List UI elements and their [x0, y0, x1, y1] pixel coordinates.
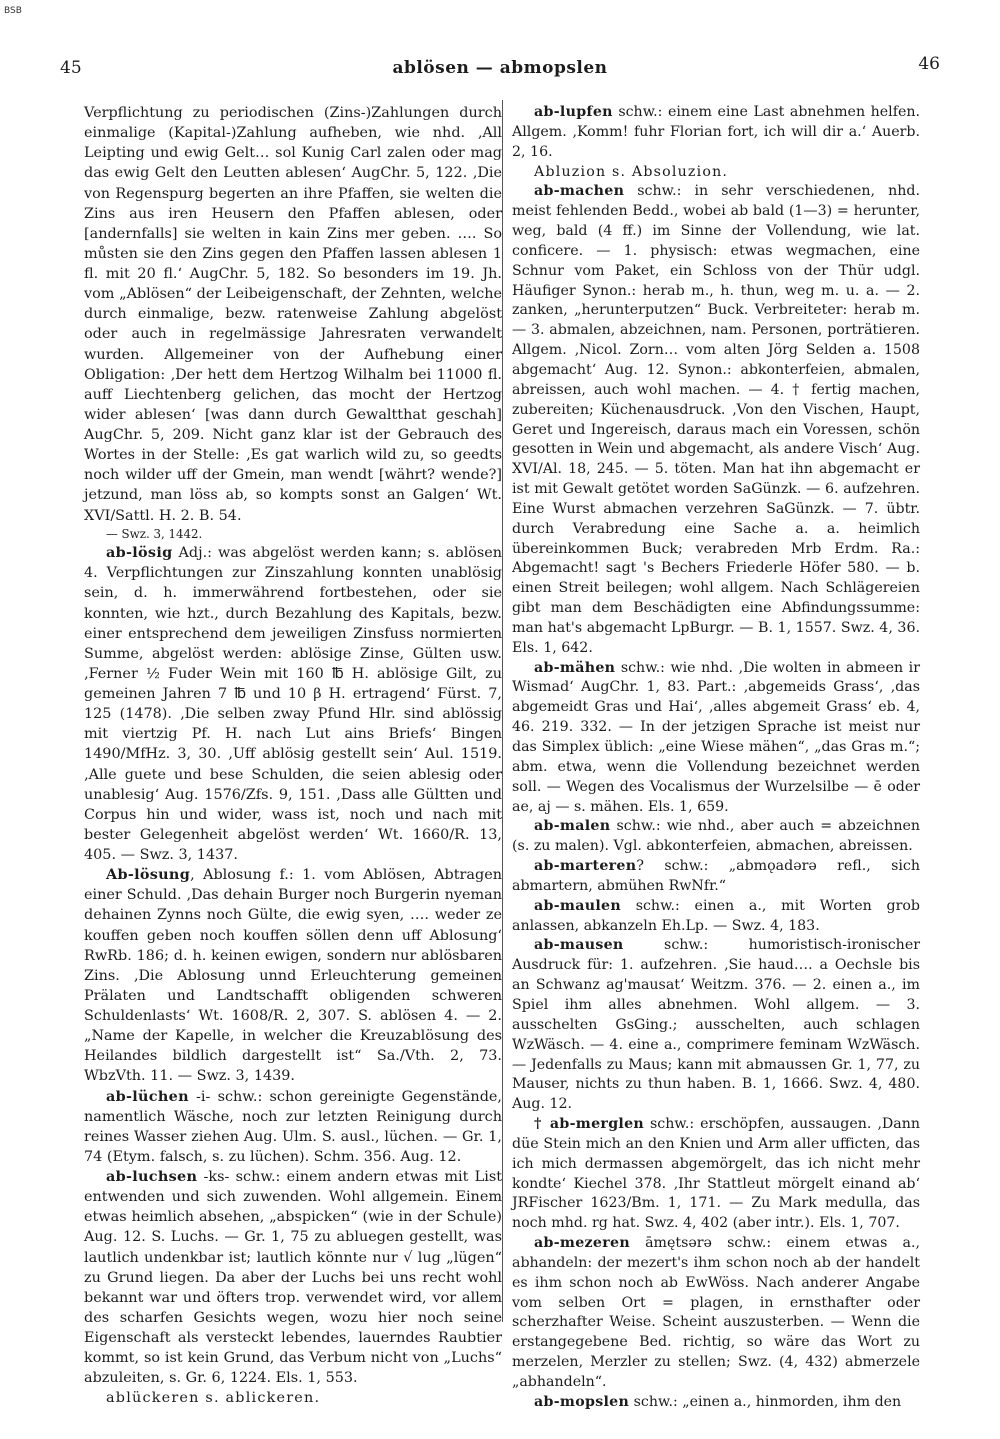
dictionary-entry — [84, 543, 502, 865]
entry-text: schw.: einen a., mit Worten grob anlassen, abkanzeln Eh.Lp. — Swz. 4, 183. — [512, 897, 920, 934]
column-divider — [502, 100, 503, 1322]
cross-reference-entry — [512, 163, 920, 183]
entry-headword: ab-luchsen — [106, 1168, 198, 1185]
entry-text: Abluzion s. Absoluzion. — [534, 163, 729, 180]
dictionary-entry — [512, 857, 920, 897]
dictionary-entry — [512, 1393, 920, 1413]
dictionary-entry — [512, 659, 920, 818]
cross-reference-entry — [84, 1388, 502, 1408]
entry-headword: ab-maulen — [534, 897, 621, 914]
entry-headword: ab-marteren — [534, 858, 637, 875]
entry-headword: ab-lüchen — [106, 1087, 189, 1105]
entry-text: āmętsərə schw.: einem etwas a., abhandeln: der mezert's ihm schon noch ab der handelt es ihm schon noch ab EwWöss. Nach anderer Angabe vom selben Ort = plagen, in ernsthafter oder scherzhafter Weise. Scheint auszusterben. — Wenn die erstangegebene Bed. richtig, so wäre das Wort zu merzelen, Merzler zu stellen; Swz. (4, 432) abmerzele „abhandeln“. — [512, 1235, 920, 1390]
entry-text: schw.: humoristisch-ironischer Ausdruck für: 1. aufzehren. ‚Sie haud…. a Oechsle bis an Schwanz ag'mausat‘ Weitzm. 376. — 2. einen a., im Spiel ihm alles abnehmen. Wohl allgem. — 3. ausschelten GsGing.; ausschelten, auch schlagen WzWäsch. — 4. eine a., comprimere feminam WzWäsch. — Jedenfalls zu Maus; kann mit abmaussen Gr. 1, 77, zu Mauser, nichts zu thun haben. B. 1, 1666. Swz. 4, 480. Aug. 12. — [512, 937, 920, 1113]
reference-note: — Swz. 3, 1442. — [106, 526, 203, 541]
dictionary-entry — [512, 182, 920, 658]
right-column — [512, 103, 920, 1413]
page-header — [60, 54, 940, 82]
entry-text: ? schw.: „abmǫadərə refl., sich abmartern, abmühen RwNfr.“ — [512, 858, 920, 894]
entry-headword: ab-lösig — [106, 544, 173, 562]
entry-headword: ab-mausen — [534, 937, 624, 954]
entry-headword: ab-lupfen — [534, 104, 613, 120]
dictionary-entry — [84, 865, 502, 1086]
dictionary-entry — [84, 1167, 502, 1388]
entry-text: schw.: in sehr verschiedenen, nhd. meist fehlenden Bedd., wobei ab bald (1—3) = herunter, weg, bald (4 ff.) im Sinne der Vollendung, wie lat. conficere. — 1. physisch: etwas wegmachen, eine Schnur vom Paket, ein Schloss von der Thür udgl. Häufiger Synon.: herab m., h. thun, weg m. u. a. — 2. zanken, „herunterputzen“ Buck. Verbreiteter: herab m. — 3. abmalen, abzeichnen, nam. Personen, porträtieren. Allgem. ‚Nicol. Zorn… vom alten Jörg Selden a. 1508 abgemacht‘ Aug. 12. Synon.: abkonterfeien, abmalen, abreissen, auch wohl machen. — 4. † fertig machen, zubereiten; Küchenausdruck. ‚Von den Vischen, Haupt, Geret und Ingereisch, daraus mach ein Voressen, schön gesotten in Wein und abgemacht, als andere Visch‘ Aug. XVI/Al. 18, 245. — 5. töten. Man hat ihn abgemacht er ist mit Gewalt getötet worden SaGünzk. — 6. aufzehren. Eine Wurst abmachen verzehren SaGünzk. — 7. übtr. durch Verabredung eine Sache a. a. heimlich übereinkommen Buck; verabreden Mrb Erdm. Ra.: Abgemacht! sagt 's Bechers Friederle Höfer 580. — b. einen Streit beilegen; wohl allgem. Nach Schlägereien gibt man dem Beschädigten eine Abfindungssumme: man hat's abgemacht LpBurgr. — B. 1, 1557. Swz. 4, 36. Els. 1, 642. — [512, 183, 920, 656]
dictionary-entry — [512, 817, 920, 857]
entry-headword: Ab-lösung — [106, 866, 191, 884]
entry-text: schw.: wie nhd., aber auch = abzeichnen (s. zu malen). Vgl. abkonterfeien, abmachen, abreissen. — [512, 818, 920, 855]
left-column — [84, 103, 502, 1409]
entry-text: ablückeren s. ablickeren. — [106, 1390, 321, 1407]
entry-text: -i- schw.: schon gereinigte Gegenstände, namentlich Wäsche, noch zur letzten Reinigung durch reines Wasser ziehen Aug. Ulm. S. ausl., lüchen. — Gr. 1, 74 (Etym. falsch, s. zu lüchen). Schm. 356. Aug. 12. — [84, 1088, 502, 1165]
dictionary-entry — [512, 936, 920, 1115]
page-number-left: 45 — [60, 58, 82, 78]
dictionary-entry — [512, 103, 920, 163]
entry-text: schw.: „einen a., hinmorden, ihm den — [629, 1393, 902, 1410]
dictionary-entry — [84, 1087, 502, 1168]
dictionary-entry — [512, 1234, 920, 1393]
library-stamp: BSB — [4, 6, 22, 16]
entry-text: schw.: einem eine Last abnehmen helfen. Allgem. ‚Komm! fuhr Florian fort, ich will dir a.‘ Auerb. 2, 16. — [512, 104, 920, 160]
dictionary-entry — [512, 1115, 920, 1234]
entry-headword: ab-mezeren — [534, 1235, 630, 1252]
page-number-right: 46 — [918, 54, 940, 74]
entry-headword: ab-machen — [534, 183, 625, 200]
entry-text: schw.: wie nhd. ‚Die wolten in abmeen ir Wismad‘ AugChr. 1, 83. Part.: ‚abgemeids Grass‘, ‚das abgemeidt Gras und Hai‘, ‚alles abgemeit Grass‘ eb. 4, 46. 219. 332. — In der jetzigen Sprache ist meist nur das Simplex üblich: „eine Wiese mähen“, „das Gras m.“; abm. etwa, wenn die Vollendung bezeichnet werden soll. — Wegen des Vocalismus der Wurzelsilbe — ē oder ae, aj — s. mähen. Els. 1, 659. — [512, 659, 920, 815]
entry-text: schw.: erschöpfen, aussaugen. ‚Dann düe Stein mich an den Knien und Arm aller ufficten, das ich mich dermassen abgemörgelt, das ich nicht mehr kondte‘ Kiechel 378. ‚Ihr Stattleut mörgelt einand ab‘ JRFischer 1623/Bm. 1, 171. — Zu Mark medulla, das noch mhd. rg hat. Swz. 4, 402 (aber intr.). Els. 1, 707. — [512, 1116, 920, 1232]
entry-headword: † ab-merglen — [534, 1116, 645, 1133]
entry-headword: ab-mopslen — [534, 1393, 630, 1410]
entry-text: -ks- schw.: einem andern etwas mit List entwenden und sich zuwenden. Wohl allgemein. Einem etwas heimlich absehen, „abspicken“ (wie in der Schule) Aug. 12. S. Luchs. — Gr. 1, 75 zu abluegen gestellt, was lautlich undenkbar ist; lautlich könnte nur √ lug „lügen“ zu Grund liegen. Da aber der Luchs bei uns recht wohl bekannt war und öfters trop. verwendet wird, vor allem des scharfen Gesichts wegen, wozu hier noch seine Eigenschaft als versteckt lebendes, lauerndes Raubtier kommt, so ist kein Grund, das Verbum nicht von „Luchs“ abzuleiten, s. Gr. 6, 1224. Els. 1, 553. — [84, 1169, 502, 1387]
running-title: ablösen — abmopslen — [392, 58, 608, 78]
continued-entry-text: Verpflichtung zu periodischen (Zins-)Zahlungen durch einmalige (Kapital-)Zahlung aufheben, wie nhd. ‚All Leipting und ewig Gelt… sol Kunig Carl zalen oder mag das ewig Gelt den Leutten ablesen‘ AugChr. 5, 122. ‚Die von Regenspurg begerten an ihre Pfaffen, sie welten die Zins aus iren Heusern den Pfaffen ablesen, oder [andernfalls] sie welten in kain Zins mer geben. …. So můsten sie den Zins gegen den Pfaffen lassen ablesen 1 fl. mit 20 fl.‘ AugChr. 5, 182. So besonders im 19. Jh. vom „Ablösen“ der Leibeigenschaft, der Zehnten, welche durch einmalige, bezw. ratenweise Zahlung abgelöst oder auch in regelmässige Jahresraten verwandelt wurden. Allgemeiner von der Aufhebung einer Obligation: ‚Der hett dem Hertzog Wilhalm bei 11000 fl. auff Liechtenberg gelichen, das mocht der Hertzog wider ablesen‘ [was dann durch Gewaltthat geschah] AugChr. 5, 209. Nicht ganz klar ist der Gebrauch des Wortes in der Stelle: ‚Es gat warlich wild zu, so geedts noch wilder uff der Gmein, man wendt [währt? wende?] jetzund, man löss ab, so kompts sonst an Galgen‘ Wt. XVI/Sattl. H. 2. B. 54. — [84, 105, 502, 524]
entry-text: Adj.: was abgelöst werden kann; s. ablösen 4. Verpflichtungen zur Zinszahlung konnten unablösig sein, d. h. immerwährend fortbestehen, oder sie konnten, wie hzt., durch Bezahlung des Kapitals, bezw. einer entsprechend dem jeweiligen Zinsfuss normierten Summe, abgelöst werden: ablösige Zinse, Gülten usw. ‚Ferner ½ Fuder Wein mit 160 ℔ H. ablösige Gilt, zu gemeinen Jahren 7 ℔ und 10 β H. ertragend‘ Fürst. 7, 125 (1478). ‚Die selben zway Pfund Hlr. sind ablössig mit viertzig Pf. H. nach Lut ains Briefs‘ Bingen 1490/MfHz. 3, 30. ‚Uff ablösig gestellt sein‘ Aul. 1519. ‚Alle guete und bese Schulden, die seien ablesig oder unablesig‘ Aug. 1576/Zfs. 9, 151. ‚Dass alle Gültten und Corpus hin und wider, wass ist, noch und nach mit bester Gelegenheit abgelöst werden‘ Wt. 1660/R. 13, 405. — Swz. 3, 1437. — [84, 545, 502, 863]
entry-headword: ab-malen — [534, 818, 611, 835]
dictionary-entry — [512, 897, 920, 937]
entry-text: , Ablosung f.: 1. vom Ablösen, Abtragen einer Schuld. ‚Das dehain Burger noch Burgerin nyeman dehainen Zynns noch Gülte, die ewig syen, …. weder ze kouffen geben noch kouffen söllen denn uff Ablosung‘ RwRb. 186; d. h. keinen ewigen, sondern nur ablösbaren Zins. ‚Die Ablosung unnd Erleuchterung gemeinen Prälaten und Landtschafft obligenden schweren Schuldenlasts‘ Wt. 1608/R. 2, 307. S. ablösen 4. — 2. „Name der Kapelle, in welcher die Kreuzablösung des Heilandes bildlich dargestellt ist“ Sa./Vth. 2, 73. WbzVth. 11. — Swz. 3, 1439. — [84, 867, 502, 1085]
entry-headword: ab-mähen — [534, 659, 616, 676]
